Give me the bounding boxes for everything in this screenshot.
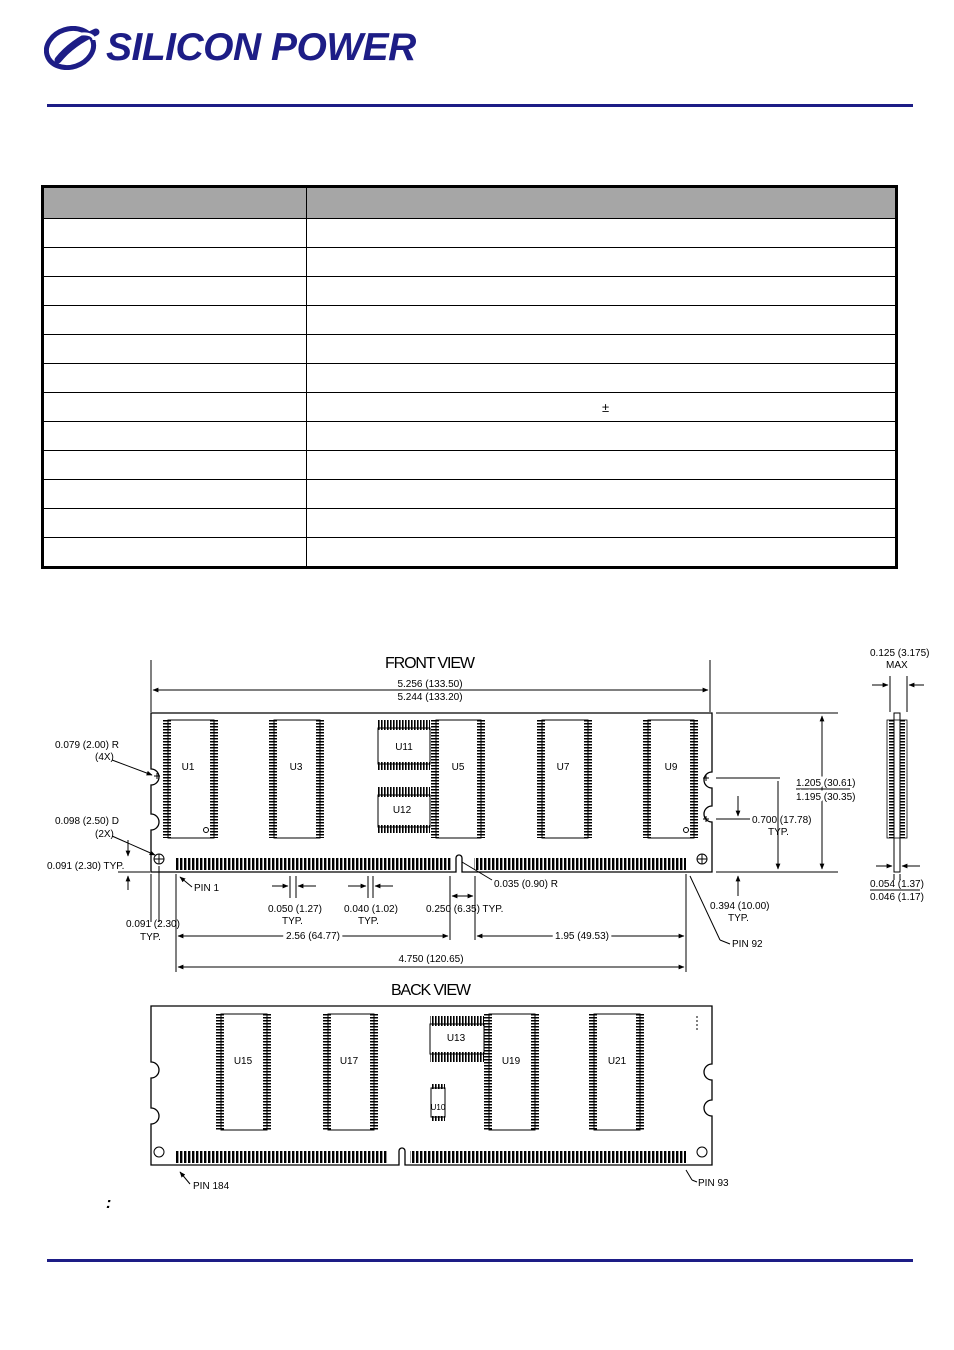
dim-bottom-left: 0.091 (2.30) [126,919,180,930]
table-row [43,248,897,277]
table-row [43,219,897,248]
dim-total-length: 4.750 (120.65) [398,954,464,965]
svg-text:U19: U19 [501,1056,521,1067]
back-chip-u19 [484,1014,539,1130]
front-chip-u9 [643,720,698,838]
dim-pitch: 0.050 (1.27) [268,904,322,915]
svg-text:U10: U10 [430,1103,446,1112]
dim-hole-height-typ: TYP. [768,827,789,838]
dim-height-min: 1.195 (30.35) [796,792,856,803]
dim-pitch-typ: TYP. [282,916,303,927]
back-chip-u17 [323,1014,378,1130]
dim-left-typ: 0.091 (2.30) TYP. [47,861,125,872]
back-chip-u10 [431,1084,446,1121]
dim-radius: 0.079 (2.00) R [55,740,119,751]
table-row [43,335,897,364]
label-pin-1: PIN 1 [194,883,220,894]
dim-key-radius: 0.035 (0.90) R [494,879,558,890]
dim-side-min: 0.046 (1.17) [870,892,924,903]
dim-hole-d: 0.098 (2.50) D [55,816,119,827]
table-row [43,364,897,393]
dim-edge-height-typ: TYP. [728,913,749,924]
table-row [43,393,897,422]
spec-table [41,185,898,569]
svg-text:U3: U3 [289,762,303,773]
svg-text:U17: U17 [339,1056,359,1067]
silicon-power-swirl-logo-icon [44,26,102,70]
side-view-module [887,713,907,872]
dim-right-length: 1.95 (49.53) [555,931,609,942]
front-chip-u3 [269,720,324,838]
module-mechanical-drawing [0,630,954,1220]
dim-radius-qty: (4X) [95,752,114,763]
back-chip-u21 [589,1014,644,1130]
svg-text:U12: U12 [392,805,412,816]
footer-rule [47,1259,913,1262]
front-chip-u7 [537,720,592,838]
dim-top-max: MAX [886,660,908,671]
back-chip-u13 [430,1016,484,1062]
label-pin-93: PIN 93 [698,1178,729,1189]
table-row [43,306,897,335]
table-row [43,277,897,306]
dim-side-max: 0.054 (1.37) [870,879,924,890]
svg-text:U9: U9 [664,762,678,773]
dim-hole-height: 0.700 (17.78) [752,815,812,826]
note-marker: : [106,1195,112,1212]
svg-text:U21: U21 [607,1056,627,1067]
table-row [43,538,897,568]
brand-name: SILICON POWER [106,26,416,69]
back-view-title: BACK VIEW [391,982,471,999]
table-row [43,422,897,451]
dim-pin-width: 0.040 (1.02) [344,904,398,915]
dim-length-min: 5.244 (133.20) [397,692,463,703]
brand-logo [44,24,434,74]
dim-bottom-left-typ: TYP. [140,932,161,943]
front-chip-u1 [163,720,218,838]
plus-minus-symbol: ± [602,399,610,415]
svg-text:U13: U13 [446,1033,466,1044]
back-chip-u15 [216,1014,271,1130]
dim-pin-width-typ: TYP. [358,916,379,927]
table-row [43,509,897,538]
label-pin-184: PIN 184 [193,1181,230,1192]
header-rule [47,104,913,107]
table-header-row [43,187,897,219]
dim-key-width: 0.250 (6.35) TYP. [426,904,504,915]
table-row [43,480,897,509]
dim-top-thickness: 0.125 (3.175) [870,648,930,659]
front-view-title: FRONT VIEW [385,655,475,672]
svg-text:U11: U11 [395,742,413,753]
front-chip-u12 [378,787,430,833]
dim-hole-qty: (2X) [95,829,114,840]
dim-height-max: 1.205 (30.61) [796,778,856,789]
label-pin-92: PIN 92 [732,939,763,950]
dim-length-max: 5.256 (133.50) [397,679,463,690]
front-chip-u11 [378,720,430,770]
back-pins-right [410,1151,686,1163]
dim-edge-height: 0.394 (10.00) [710,901,770,912]
dim-left-length: 2.56 (64.77) [286,931,340,942]
back-pins-left [176,1151,388,1163]
front-pins-right [474,858,686,870]
svg-text:U1: U1 [181,762,195,773]
svg-text:U15: U15 [233,1056,253,1067]
front-chip-u5 [431,720,485,838]
svg-text:U5: U5 [451,762,465,773]
table-row [43,451,897,480]
svg-text:U7: U7 [556,762,570,773]
front-pins-left [176,858,452,870]
